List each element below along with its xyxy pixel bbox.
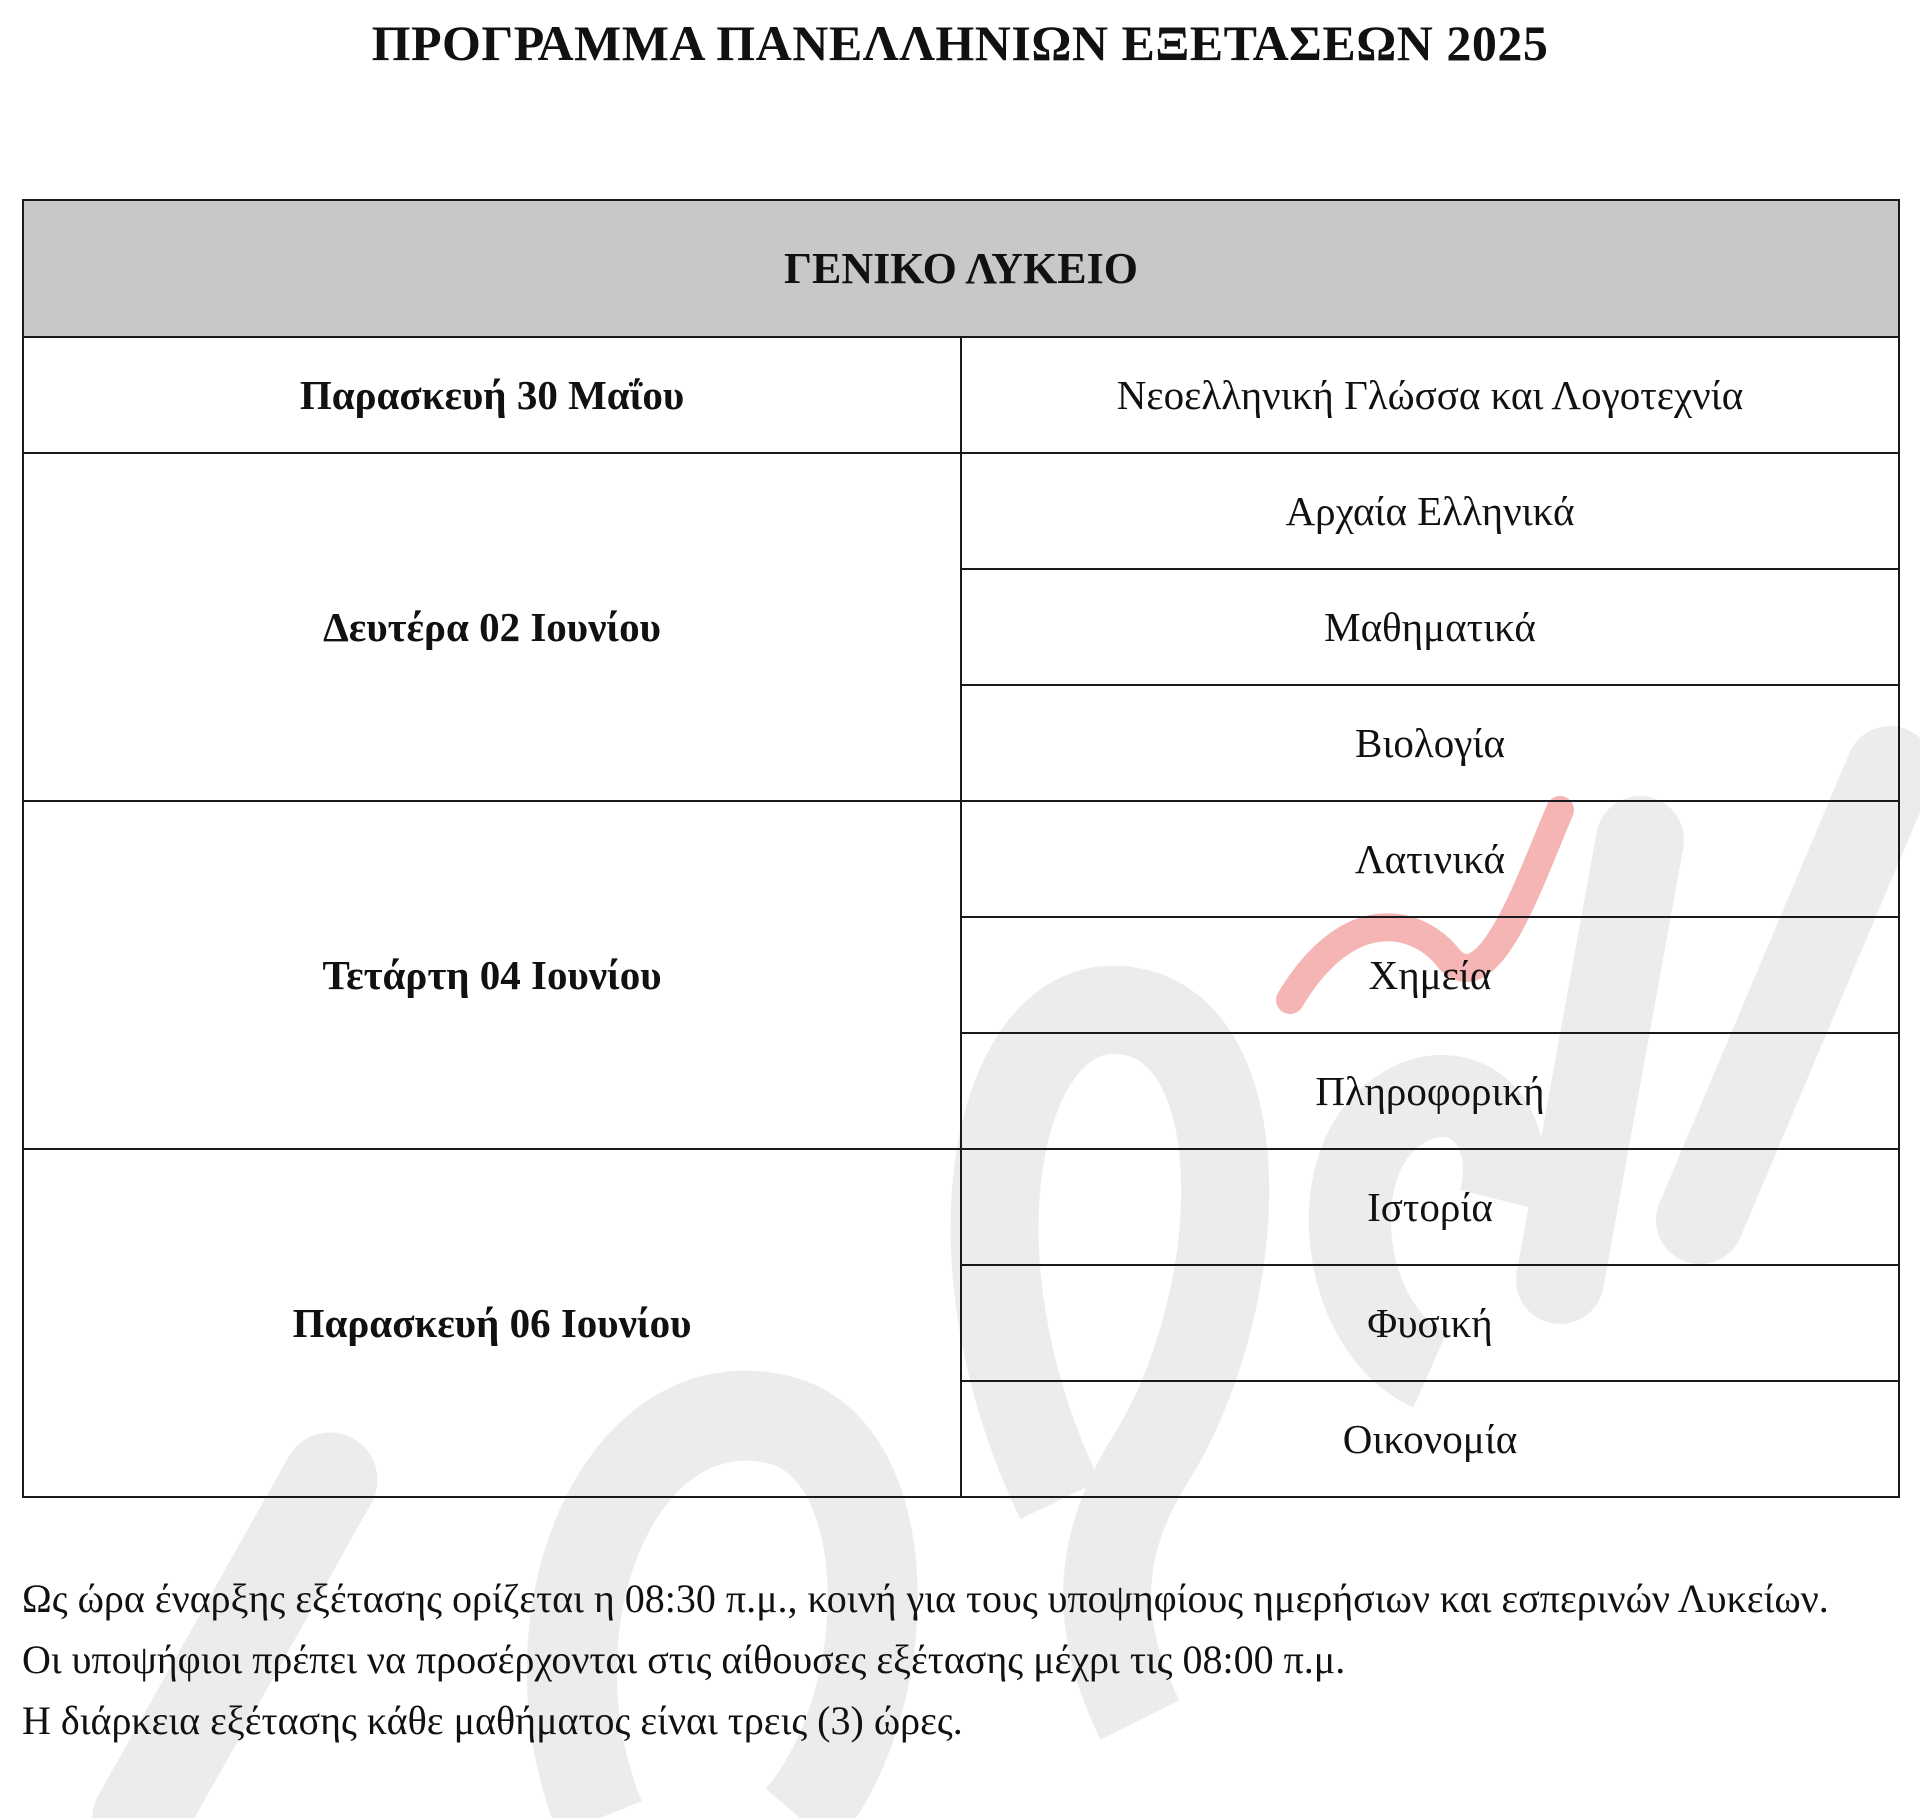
subject-cell: Φυσική bbox=[961, 1265, 1899, 1381]
subject-cell: Νεοελληνική Γλώσσα και Λογοτεχνία bbox=[961, 337, 1899, 453]
note-duration: Η διάρκεια εξέτασης κάθε μαθήματος είναι τρεις (3) ώρες. bbox=[22, 1698, 963, 1743]
notes-section bbox=[22, 1568, 1902, 1751]
table-header-row bbox=[23, 200, 1899, 337]
note-arrival: Οι υποψήφιοι πρέπει να προσέρχονται στις αίθουσες εξέτασης μέχρι τις 08:00 π.μ. bbox=[22, 1637, 1346, 1682]
subject-cell: Αρχαία Ελληνικά bbox=[961, 453, 1899, 569]
page-title: ΠΡΟΓΡΑΜΜΑ ΠΑΝΕΛΛΗΝΙΩΝ ΕΞΕΤΑΣΕΩΝ 2025 bbox=[371, 15, 1549, 71]
subject-cell: Οικονομία bbox=[961, 1381, 1899, 1497]
subject-cell: Ιστορία bbox=[961, 1149, 1899, 1265]
table-row bbox=[23, 1149, 1899, 1265]
section-header: ΓΕΝΙΚΟ ΛΥΚΕΙΟ bbox=[23, 200, 1899, 337]
date-cell: Παρασκευή 30 Μαΐου bbox=[23, 337, 961, 453]
table-row bbox=[23, 337, 1899, 453]
note-start-time: Ως ώρα έναρξης εξέτασης ορίζεται η 08:30 π.μ., κοινή για τους υποψηφίους ημερήσιων και εσπερινών Λυκείων. bbox=[22, 1576, 1829, 1621]
subject-cell: Λατινικά bbox=[961, 801, 1899, 917]
subject-cell: Χημεία bbox=[961, 917, 1899, 1033]
exam-schedule-table bbox=[22, 199, 1900, 1498]
date-cell: Τετάρτη 04 Ιουνίου bbox=[23, 801, 961, 1149]
subject-cell: Μαθηματικά bbox=[961, 569, 1899, 685]
subject-cell: Πληροφορική bbox=[961, 1033, 1899, 1149]
table-row bbox=[23, 453, 1899, 569]
subject-cell: Βιολογία bbox=[961, 685, 1899, 801]
date-cell: Δευτέρα 02 Ιουνίου bbox=[23, 453, 961, 801]
table-row bbox=[23, 801, 1899, 917]
date-cell: Παρασκευή 06 Ιουνίου bbox=[23, 1149, 961, 1497]
